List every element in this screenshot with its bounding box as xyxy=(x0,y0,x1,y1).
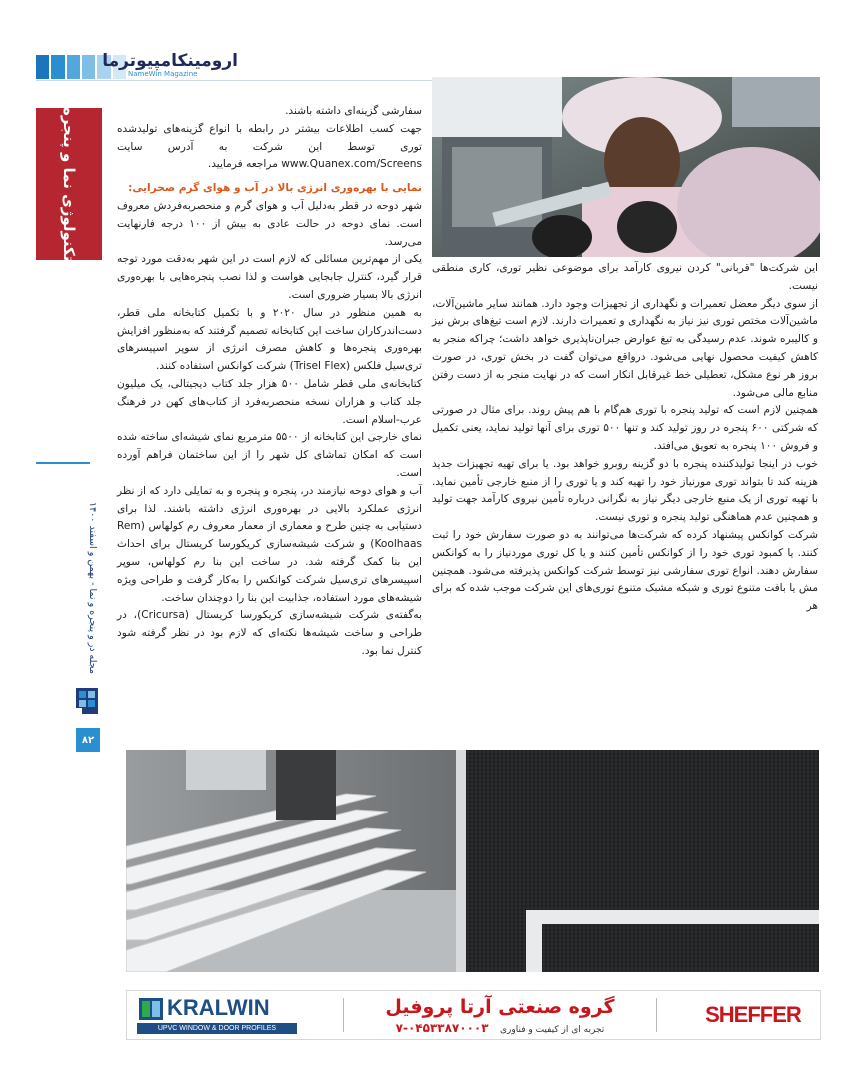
section-subheading: نمایی با بهره‌وری انرژی بالا در آب و هوای گرم صحرایی: xyxy=(128,182,422,195)
paragraph: سفارشی گزینه‌ای داشته باشند. xyxy=(285,105,422,117)
magazine-logo[interactable] xyxy=(102,51,238,82)
paragraph: این شرکت‌ها "قربانی" کردن نیروی کارآمد برای موضوعی نظیر توری، کاری منطقی نیست. xyxy=(432,262,818,292)
section-tab xyxy=(36,108,102,260)
header-tile xyxy=(67,55,80,79)
section-tab-label: تکنولوژی نما و پنجره xyxy=(60,106,78,262)
issue-info-text: مجله در و پنجره و نما - بهمن و اسفند ۱۴۰۰ xyxy=(87,502,98,674)
paragraph: همچنین لازم است که تولید پنجره با توری هم‌گام با هم پیش روند. برای مثال در صورتی که شرکتی ۶۰۰ پنجره در روز تولید کند و تنها ۵۰۰ توری برای آنها تولید نماید، یعنی تکمیل و فروش ۱۰۰ پنجره به تعویق می‌افتد. xyxy=(432,404,819,452)
left-text-column xyxy=(117,103,422,743)
right-text-column xyxy=(432,260,818,730)
kralwin-tagline: UPVC WINDOW & DOOR PROFILES xyxy=(137,1023,297,1034)
window-logo-icon xyxy=(74,686,100,716)
paragraph: شرکت کوانکس پیشنهاد کرده که شرکت‌ها می‌توانند به دو صورت سفارش خود را ثبت کنند. یا کمبود توری خود را از کوانکس تأمین کنند و یا کل توری موردنیاز را به کوانکس سفارش دهند. انواع توری سفارشی نیز توسط شرکت کوانکس پذیرفته می‌شود. همچنین مش یا بافت متنوع توری و شبکه مشبک متنوع توری‌های این شرکت موجب شده که برای هر xyxy=(432,528,818,613)
paragraph: جهت کسب اطلاعات بیشتر در رابطه با انواع گزینه‌های تولیدشده توری توسط این شرکت به آدرس سایت www.Quanex.com/Screens مراجعه فرمایید. xyxy=(117,122,422,171)
paragraph: خوب در اینجا تولیدکننده پنجره با دو گزینه روبرو خواهد بود. یا برای تهیه تجهیزات جدید هزینه کند تا بتواند توری مورنیاز خود را تهیه کند و یا توری را از منبع خارجی تأمین نماید. با تهیه توری از یک منبع خارجی دیگر نیاز به نگرانی درباره تأمین نیروی کارآمد جهت تولید و همچنین عدم هماهنگی تولید پنجره و توری نیست. xyxy=(432,457,818,524)
sheffer-logo[interactable]: SHEFFER xyxy=(705,1002,801,1027)
paragraph: شهر دوحه در قطر به‌دلیل آب و هوای گرم و منحصربه‌فردش معروف است. نمای دوحه در حالت عادی به بیش از ۱۰۰ درجه فارنهایت می‌رسد. xyxy=(117,199,422,248)
paragraph: به همین منظور در سال ۲۰۲۰ و با تکمیل کتابخانه ملی قطر، دست‌اندرکاران ساخت این کتابخانه تصمیم گرفتند که به‌منظور افزایش بهره‌وری پنجره‌ها و کاهش مصرف انرژی از سوپر اسپیسرهای تری‌سیل فلکس (Trisel Flex) شرکت کوانکس استفاده کنند. xyxy=(117,306,422,373)
paragraph: آب و هوای دوحه نیازمند در، پنجره و پنجره و به تمایلی دارد که از نظر انرژی عملکرد بالایی در بهره‌وری انرژی داشته باشند. لذا برای دستیابی به چنین طرح و معماری از معمار معروف رم کولهاس (Rem Koolhaas) و شرکت شیشه‌سازی کریکورسا کریستال برای احداث این بنا کمک گرفته شد. در ساخت این بنا رم کولهاس، سوپر اسپیسرهای تری‌سیل شرکت کوانکس را به‌کار گرفت و طراحی ویژه شیشه‌های مورد استفاده، جذابیت این بنا را دوچندان ساخت. xyxy=(117,484,422,604)
kralwin-logo[interactable] xyxy=(137,995,302,1035)
company-slogan-row xyxy=(385,1021,614,1035)
paragraph: به‌گفته‌ی شرکت شیشه‌سازی کریکورسا کریستال (Cricursa)، در طراحی و ساخت شیشه‌ها نکته‌ای که لازم بود در نظر گرفته شود کنترل نما بود. xyxy=(117,609,422,657)
ad-divider xyxy=(656,998,657,1032)
window-frames-photo xyxy=(126,750,819,972)
header-tile xyxy=(51,55,64,79)
footer-advertisement[interactable] xyxy=(126,990,821,1040)
kralwin-wordmark: KRALWIN xyxy=(167,995,270,1020)
paragraph: یکی از مهم‌ترین مسائلی که لازم است در این شهر به‌دقت مورد توجه قرار گیرد، کنترل جابجایی هواست و لذا نصب پنجره‌هایی با بهره‌وری انرژی بالا بسیار ضروری است. xyxy=(117,253,422,301)
page-number: ۸۲ xyxy=(76,728,100,752)
worker-photo xyxy=(432,77,820,257)
paragraph: نمای خارجی این کتابخانه از ۵۵۰۰ مترمربع نمای شیشه‌ای ساخته شده است که امکان تماشای کل شهر را از این ساختمان فراهم آورده است. xyxy=(117,431,422,479)
company-title: گروه صنعتی آرتا پروفیل xyxy=(385,995,615,1018)
header-tile xyxy=(36,55,49,79)
arta-profile-ad-text xyxy=(385,996,614,1035)
header-tile xyxy=(82,55,95,79)
paragraph: از سوی دیگر معضل تعمیرات و نگهداری از تجهیزات وجود دارد. همانند سایر ماشین‌آلات، ماشین‌آلات مختص توری نیز نیاز به نگهداری و تعمیرات دارند. لازم است تیغ‌های برش نیز و کالیبره شوند. عدم رسیدگی به تیغ عوارض جبران‌ناپذیری خواهد داشت؛ چراکه منجر به کاهش کیفیت محصول نهایی می‌شود. درواقع می‌توان گفت در بخش توری، در صورت بروز هر نوع مشکل، تعطیلی خط غیرقابل انکار است که در نهایت منجر به از دست رفتن منابع مالی می‌شود. xyxy=(432,297,818,399)
company-phone: ۰۴۵۳۳۸۷۰۰۰۳-۷ xyxy=(395,1020,489,1035)
company-slogan: تجربه ای از کیفیت و فناوری xyxy=(500,1024,605,1035)
ad-divider xyxy=(343,998,344,1032)
logo-persian-text: ارومینکامپیوترما xyxy=(102,51,238,71)
kralwin-mark-icon xyxy=(139,998,163,1020)
logo-english-text: NameWin Magazine xyxy=(128,70,198,78)
paragraph: کتابخانه‌ی ملی قطر شامل ۵۰۰ هزار جلد کتاب دیجیتالی، یک میلیون جلد کتاب و هزاران نسخه منحصربه‌فرد از کتاب‌های کهن در فرهنگ عرب-اسلام است. xyxy=(117,377,422,426)
